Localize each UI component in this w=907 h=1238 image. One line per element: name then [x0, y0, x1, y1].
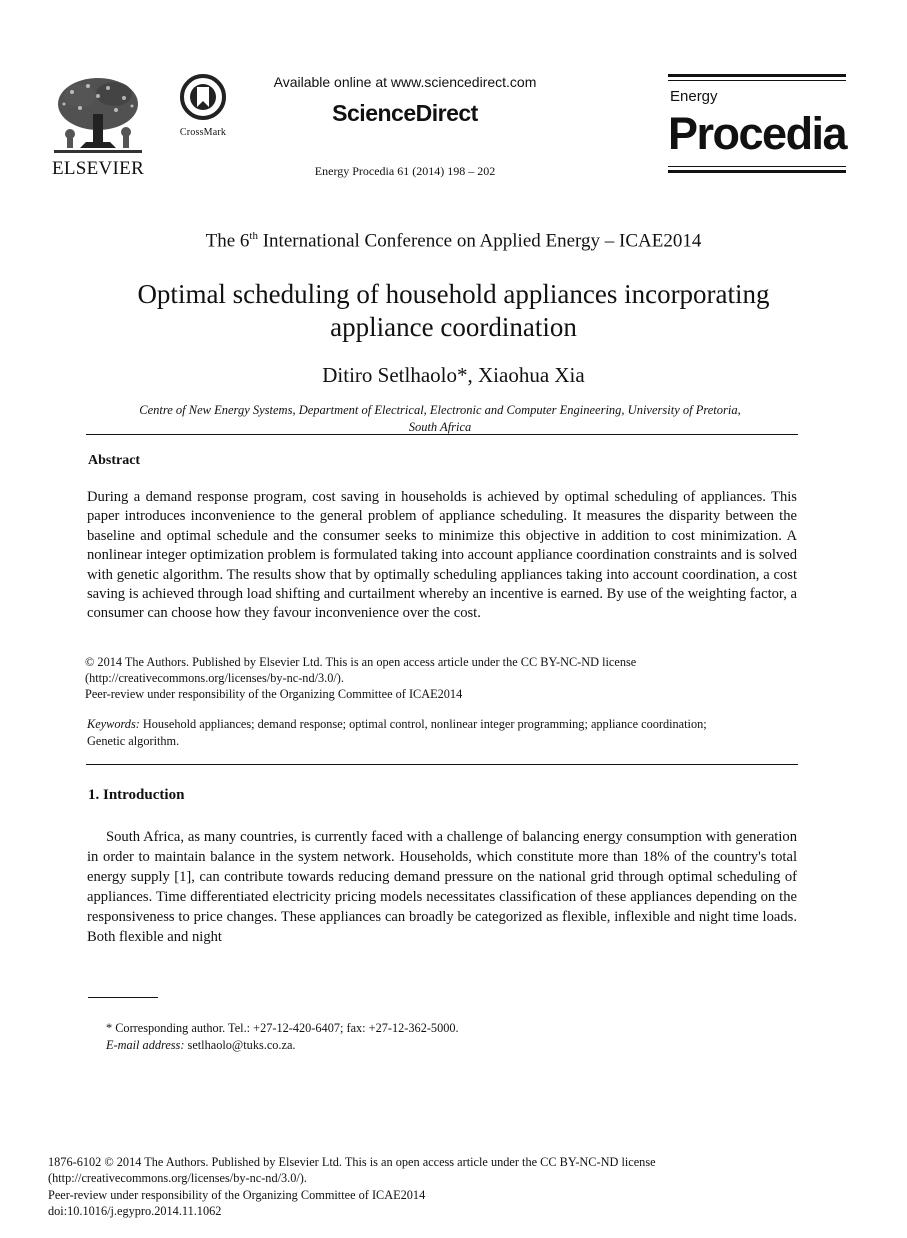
crossmark-label: CrossMark: [179, 127, 227, 138]
footer-copyright: 1876-6102 © 2014 The Authors. Published by Elsevier Ltd. This is an open access article under the CC BY-NC-ND license: [48, 1155, 656, 1169]
abstract-heading: Abstract: [88, 453, 141, 468]
divider: [86, 434, 798, 435]
email-note: [106, 1038, 296, 1053]
conference-name: [60, 230, 847, 252]
license-link[interactable]: (http://creativecommons.org/licenses/by-nc-nd/3.0/).: [85, 671, 344, 685]
keywords: [87, 716, 799, 750]
keywords-line-1: Household appliances; demand response; optimal control, nonlinear integer programming; appliance coordination;: [139, 717, 707, 731]
author-list: Ditiro Setlhaolo*, Xiaohua Xia: [322, 363, 585, 387]
logo-rule: [668, 74, 846, 77]
publisher-name: ELSEVIER: [51, 158, 145, 179]
affiliation: [110, 402, 770, 436]
crossmark-badge[interactable]: [174, 74, 232, 138]
crossmark-icon: [180, 74, 226, 120]
affiliation-line-2: South Africa: [408, 420, 472, 434]
doi[interactable]: doi:10.1016/j.egypro.2014.11.1062: [48, 1203, 222, 1218]
logo-rule: [668, 170, 846, 173]
sciencedirect-logo: ScienceDirect: [332, 100, 478, 126]
conference-rest: International Conference on Applied Energy – ICAE2014: [257, 230, 702, 252]
footnote-divider: [88, 997, 158, 998]
elsevier-tree-icon: [50, 74, 146, 158]
copyright-notice: [85, 654, 797, 686]
journal-reference: Energy Procedia 61 (2014) 198 – 202: [314, 164, 496, 178]
logo-rule: [668, 166, 846, 167]
copyright-line-1: © 2014 The Authors. Published by Elsevier Ltd. This is an open access article under the CC BY-NC-ND license: [85, 655, 637, 669]
email-address[interactable]: setlhaolo@tuks.co.za.: [184, 1038, 296, 1052]
logo-rule: [668, 80, 846, 81]
elsevier-logo: [50, 74, 146, 178]
available-online-text: Available online at www.sciencedirect.com: [273, 74, 537, 90]
peer-review-note: Peer-review under responsibility of the Organizing Committee of ICAE2014: [85, 687, 463, 701]
journal-top-word: Energy: [670, 88, 718, 105]
abstract-body: During a demand response program, cost saving in households is achieved by optimal scheduling of appliances. This paper introduces inconvenience to the general problem of appliance scheduling. It measures the disparity between the baseline and optimal schedule and the consumer seeks to minimize this objective in addition to cost minimization. A nonlinear integer optimization problem is formulated taking into account appliance coordination constraints and is solved with genetic algorithm. The results show that by optimally scheduling appliances taking into account coordination, a cost saving is achieved through load shifting and curtailment whereby an incentive is earned. By use of the weighting factor, a consumer can choose how they favour inconvenience over the cost.: [87, 489, 797, 622]
affiliation-line-1: Centre of New Energy Systems, Department of Electrical, Electronic and Computer Engineering, University of Pretoria,: [139, 403, 741, 417]
title-line-2: appliance coordination: [330, 312, 577, 342]
article-footer: [48, 1154, 748, 1219]
journal-name: Procedia: [668, 108, 847, 159]
keywords-label: Keywords:: [87, 717, 140, 731]
footer-license-link[interactable]: (http://creativecommons.org/licenses/by-nc-nd/3.0/).: [48, 1171, 307, 1186]
divider: [86, 764, 798, 765]
introduction-body: South Africa, as many countries, is currently faced with a challenge of balancing energy consumption with generation in order to maintain balance in the system network. Households, which constitute more than 18% of the country's total energy supply [1], can contribute towards reducing demand pressure on the national grid through optimal scheduling of appliances. Time differentiated electricity pricing models necessitates classification of these appliances depending on the responsiveness to price changes. These appliances can broadly be categorized as flexible, inflexible and night time loads. Both flexible and night: [87, 829, 797, 945]
corresponding-author-note: * Corresponding author. Tel.: +27-12-420-6407; fax: +27-12-362-5000.: [106, 1021, 459, 1035]
energy-procedia-logo: [668, 74, 846, 178]
conference-ordinal: th: [249, 230, 258, 242]
section-heading: 1. Introduction: [88, 787, 185, 803]
keywords-line-2: Genetic algorithm.: [87, 734, 180, 748]
paper-title: [60, 278, 847, 344]
footer-peer-review: Peer-review under responsibility of the Organizing Committee of ICAE2014: [48, 1187, 426, 1202]
title-line-1: Optimal scheduling of household appliances incorporating: [137, 279, 770, 309]
email-label: E-mail address:: [106, 1038, 185, 1052]
conference-prefix: The 6: [205, 230, 250, 252]
